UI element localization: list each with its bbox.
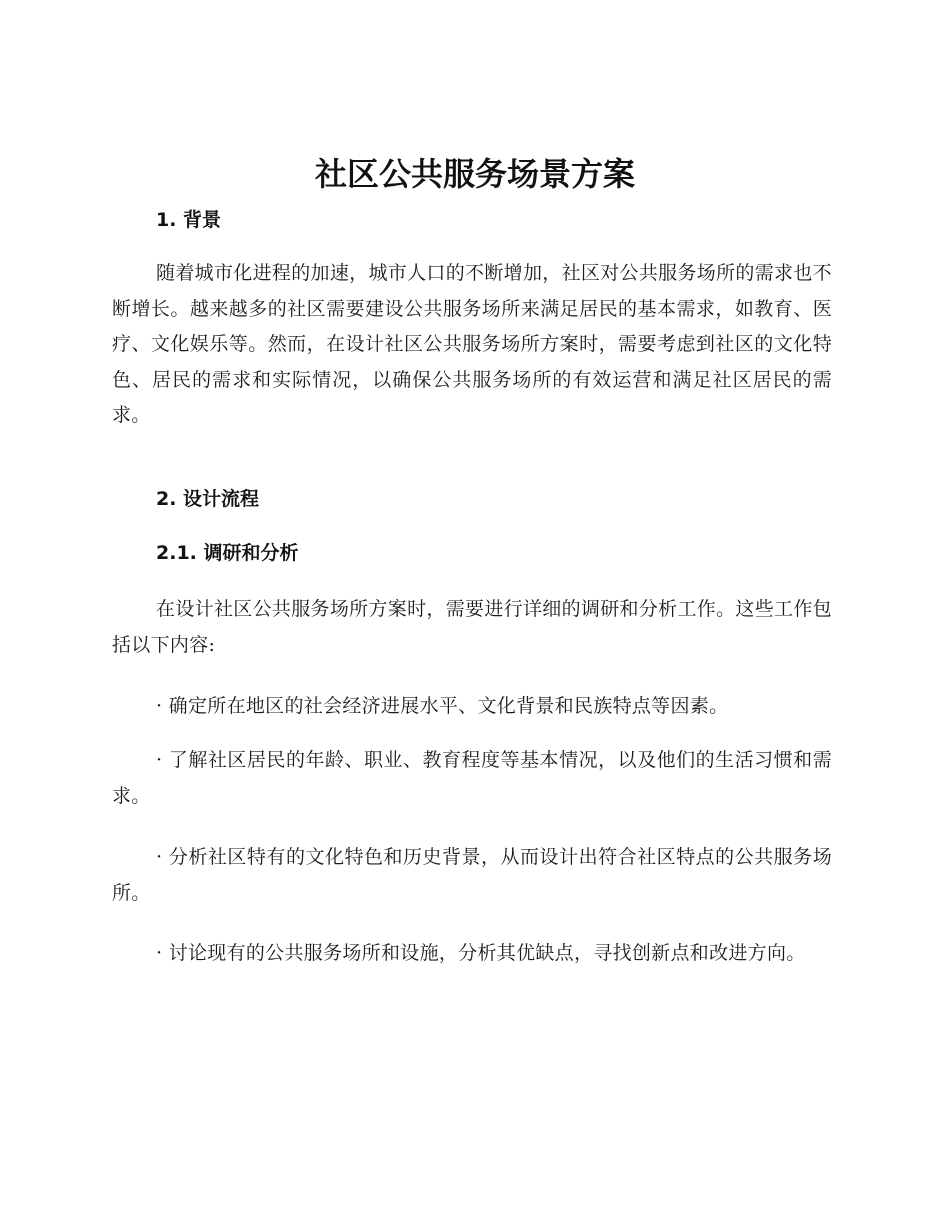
list-item: · 确定所在地区的社会经济进展水平、文化背景和民族特点等因素。 <box>156 695 729 717</box>
background-paragraph: 随着城市化进程的加速，城市人口的不断增加，社区对公共服务场所的需求也不断增长。越来越多的社区需要建设公共服务场所来满足居民的基本需求，如教育、医疗、文化娱乐等。然而，在设计社区公共服务场所方案时，需要考虑到社区的文化特色、居民的需求和实际情况，以确保公共服务场所的有效运营和满足社区居民的需求。 <box>112 262 832 426</box>
subsection-heading-research: 2.1. 调研和分析 <box>156 542 299 564</box>
document-title: 社区公共服务场景方案 <box>314 155 635 193</box>
section-heading-design-process: 2. 设计流程 <box>156 488 260 510</box>
section-heading-background: 1. 背景 <box>156 209 222 231</box>
research-intro-paragraph: 在设计社区公共服务场所方案时，需要进行详细的调研和分析工作。这些工作包括以下内容: <box>112 598 832 656</box>
list-item: · 分析社区特有的文化特色和历史背景，从而设计出符合社区特点的公共服务场所。 <box>112 846 832 904</box>
list-item: · 讨论现有的公共服务场所和设施，分析其优缺点，寻找创新点和改进方向。 <box>156 942 806 964</box>
list-item: · 了解社区居民的年龄、职业、教育程度等基本情况，以及他们的生活习惯和需求。 <box>112 749 832 807</box>
